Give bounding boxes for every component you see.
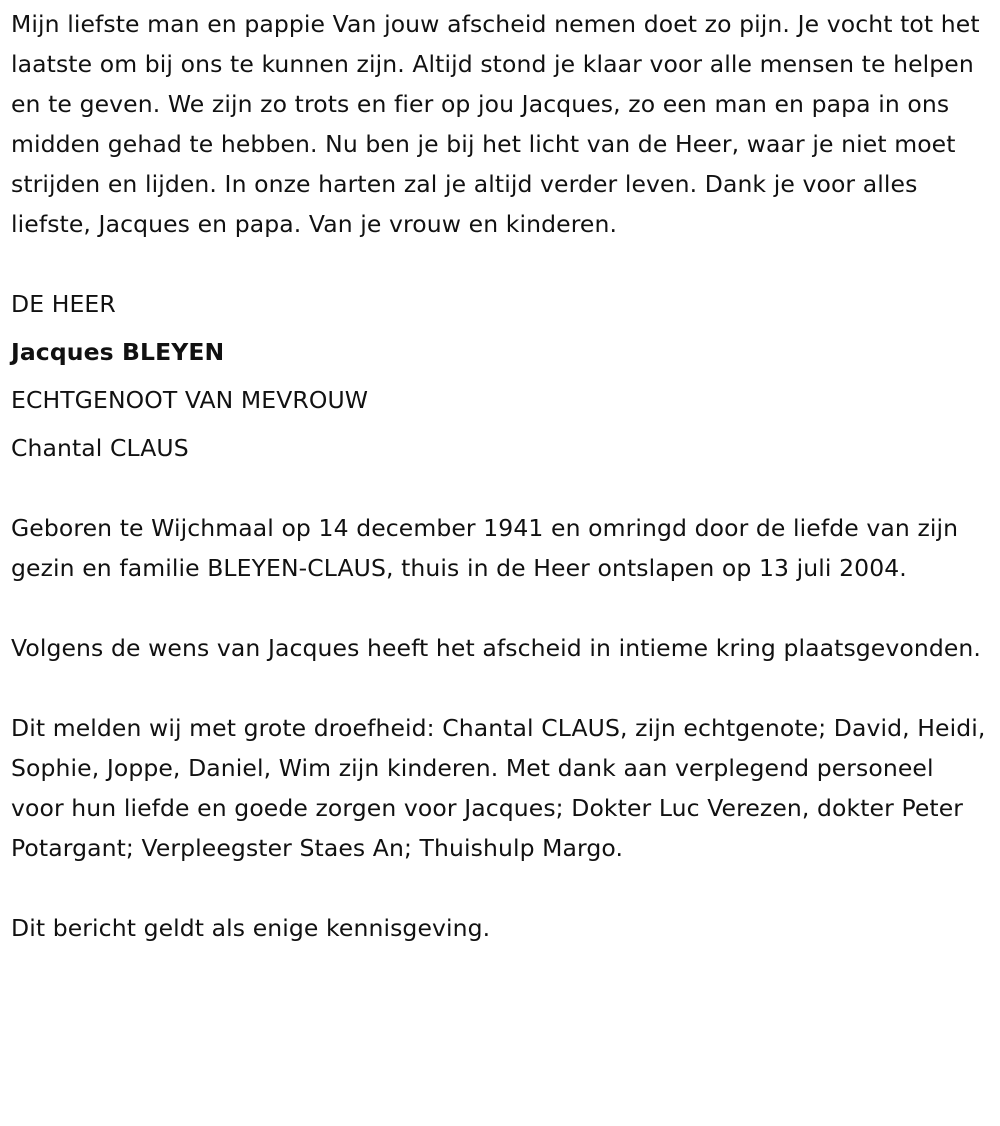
- tribute-paragraph: Mijn liefste man en pappie Van jouw afscheid nemen doet zo pijn. Je vocht tot het laatste om bij ons te kunnen zijn. Altijd stond je klaar voor alle mensen te helpen en te geven. We zijn zo trots en fier op jou Jacques, zo een man en papa in ons midden gehad te hebben. Nu ben je bij het licht van de Heer, waar je niet moet strijden en lijden. In onze harten zal je altijd verder leven. Dank je voor alles liefste, Jacques en papa. Van je vrouw en kinderen.: [11, 10, 980, 238]
- spouse-name: Chantal CLAUS: [11, 434, 189, 462]
- deceased-name: Jacques BLEYEN: [11, 338, 225, 366]
- spacer: [11, 588, 991, 628]
- spouse-title: ECHTGENOOT VAN MEVROUW: [11, 386, 369, 414]
- spacer: [11, 868, 991, 908]
- spacer: [11, 244, 991, 284]
- spacer: [11, 468, 991, 508]
- honorific: DE HEER: [11, 290, 116, 318]
- announcement-paragraph: Dit melden wij met grote droefheid: Chantal CLAUS, zijn echtgenote; David, Heidi, Sophie, Joppe, Daniel, Wim zijn kinderen. Met dank aan verplegend personeel voor hun liefde en goede zorgen voor Jacques; Dokter Luc Verezen, dokter Peter Potargant; Verpleegster Staes An; Thuishulp Margo.: [11, 714, 986, 862]
- farewell-paragraph: Volgens de wens van Jacques heeft het afscheid in intieme kring plaatsgevonden.: [11, 634, 981, 662]
- spacer: [11, 668, 991, 708]
- name-block: [11, 280, 991, 472]
- closing-line: Dit bericht geldt als enige kennisgeving.: [11, 914, 491, 942]
- death-notice: [11, 4, 991, 948]
- birth-death-paragraph: Geboren te Wijchmaal op 14 december 1941 en omringd door de liefde van zijn gezin en familie BLEYEN-CLAUS, thuis in de Heer ontslapen op 13 juli 2004.: [11, 514, 959, 582]
